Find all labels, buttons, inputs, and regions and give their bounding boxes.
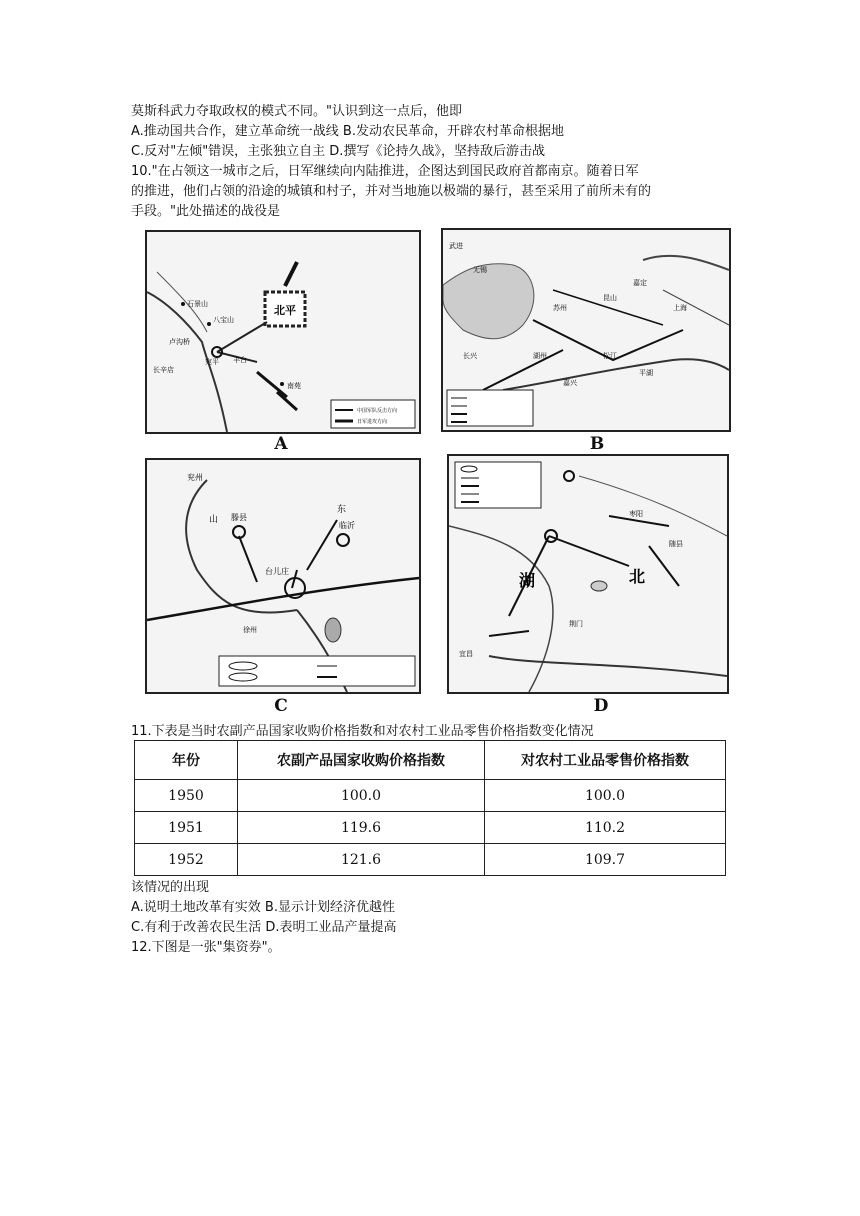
map-d [447, 454, 729, 694]
map-c [145, 458, 421, 694]
place-label: 嘉定 [633, 279, 647, 287]
table-row [135, 812, 726, 844]
place-label: 临沂 [339, 521, 355, 530]
table-cell: 121.6 [238, 844, 485, 876]
question-10-line: 手段。"此处描述的战役是 [131, 204, 280, 219]
city-label: 北平 [274, 304, 296, 317]
place-label: 随县 [669, 540, 683, 548]
map-a-label: A [274, 434, 288, 454]
place-label: 武进 [449, 242, 463, 250]
option-line: C.有利于改善农民生活 D.表明工业品产量提高 [131, 920, 397, 935]
place-label: 湖州 [533, 352, 547, 360]
table-cell: 109.7 [485, 844, 726, 876]
region-label: 湖 [519, 571, 536, 590]
place-label: 徐州 [243, 626, 257, 634]
place-label: 兖州 [187, 473, 203, 482]
place-label: 滕县 [231, 513, 247, 522]
place-label: 宛平 [205, 358, 219, 366]
table-header-row [135, 741, 726, 780]
map-a [145, 230, 421, 434]
place-label: 无锡 [473, 266, 487, 274]
place-label: 荆门 [569, 620, 583, 628]
map-a-drawing [147, 232, 419, 432]
place-label: 宜昌 [459, 650, 473, 658]
table-cell: 100.0 [485, 780, 726, 812]
map-b [441, 228, 731, 432]
place-label: 山 [209, 515, 219, 525]
place-label: 东 [337, 505, 347, 515]
place-label: 平湖 [639, 369, 653, 377]
place-label: 台儿庄 [265, 567, 289, 576]
table-cell: 119.6 [238, 812, 485, 844]
place-label: 石景山 [187, 300, 208, 308]
question-11-stem: 该情况的出现 [131, 880, 210, 895]
map-b-drawing [443, 230, 729, 430]
table-cell: 1951 [135, 812, 238, 844]
region-label: 北 [629, 567, 646, 586]
option-line: A.推动国共合作，建立革命统一战线 B.发动农民革命，开辟农村革命根据地 [131, 124, 564, 139]
question-line: 莫斯科武力夺取政权的模式不同。"认识到这一点后，他即 [131, 104, 462, 119]
question-11-title: 11.下表是当时农副产品国家收购价格指数和对农村工业品零售价格指数变化情况 [131, 724, 594, 739]
place-label: 上海 [673, 304, 687, 312]
place-label: 长辛店 [153, 366, 174, 374]
legend-label: 日军进攻方向 [357, 419, 388, 425]
table-cell: 100.0 [238, 780, 485, 812]
table-header: 年份 [135, 741, 238, 780]
place-label: 昆山 [603, 294, 617, 302]
legend-label: 中国军队反击方向 [357, 408, 398, 414]
table-cell: 1952 [135, 844, 238, 876]
map-b-label: B [589, 434, 605, 454]
question-12-line: 12.下图是一张"集资券"。 [131, 940, 281, 955]
option-line: C.反对"左倾"错误，主张独立自主 D.撰写《论持久战》，坚持敌后游击战 [131, 144, 545, 159]
place-label: 长兴 [463, 352, 477, 360]
option-line: A.说明土地改革有实效 B.显示计划经济优越性 [131, 900, 395, 915]
table-header: 农副产品国家收购价格指数 [238, 741, 485, 780]
place-label: 苏州 [553, 304, 567, 312]
place-label: 南苑 [287, 382, 301, 390]
map-c-label: C [274, 696, 288, 716]
map-d-label: D [593, 696, 609, 716]
place-label: 卢沟桥 [169, 338, 190, 346]
place-label: 松江 [603, 352, 617, 360]
place-label: 枣阳 [629, 510, 643, 518]
place-label: 丰台 [233, 356, 247, 364]
map-c-drawing [147, 460, 419, 692]
table-cell: 110.2 [485, 812, 726, 844]
table-row [135, 780, 726, 812]
place-label: 嘉兴 [563, 379, 577, 387]
table-cell: 1950 [135, 780, 238, 812]
table-header: 对农村工业品零售价格指数 [485, 741, 726, 780]
map-d-drawing [449, 456, 727, 692]
map-grid [131, 222, 731, 722]
place-label: 八宝山 [213, 316, 234, 324]
price-index-table [134, 740, 726, 876]
table-row [135, 844, 726, 876]
question-10-line: 的推进，他们占领的沿途的城镇和村子，并对当地施以极端的暴行，甚至采用了前所未有的 [131, 184, 652, 199]
question-10-line: 10."在占领这一城市之后，日军继续向内陆推进，企图达到国民政府首都南京。随着日军 [131, 164, 639, 179]
